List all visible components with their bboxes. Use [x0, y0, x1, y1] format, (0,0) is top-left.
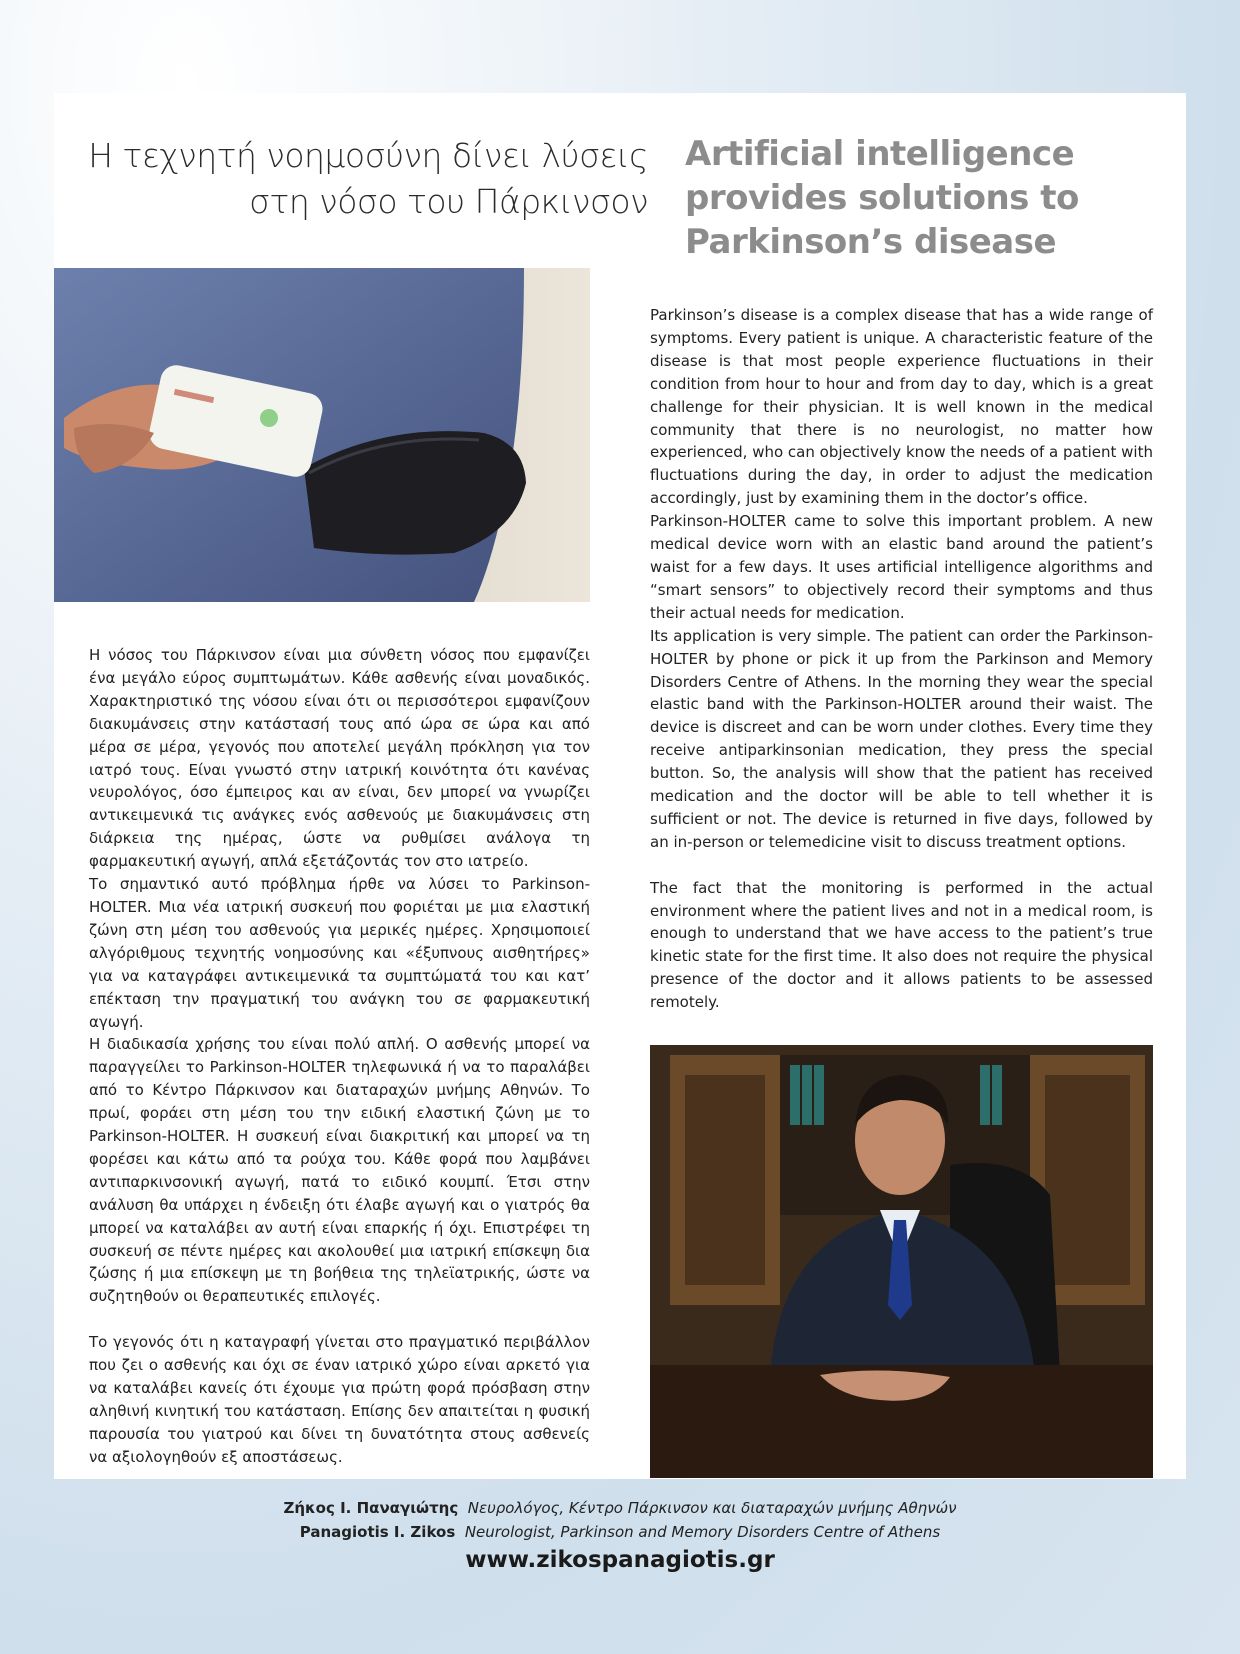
author-name-english: Panagiotis I. Zikos: [299, 1523, 456, 1541]
doctor-portrait-illustration: [650, 1045, 1153, 1478]
author-name-greek: Ζήκος Ι. Παναγιώτης: [283, 1499, 459, 1517]
device-photo-illustration: [54, 268, 590, 602]
article-title-greek: Η τεχνητή νοημοσύνη δίνει λύσεις στη νόσο του Πάρκινσον: [88, 136, 648, 221]
website-link[interactable]: www.zikospanagiotis.gr: [465, 1547, 775, 1573]
doctor-portrait-photo: [650, 1045, 1153, 1478]
greek-paragraph-2: Το σημαντικό αυτό πρόβλημα ήρθε να λύσει το Parkinson-HOLTER. Μια νέα ιατρική συσκευή που φοριέται με μια ελαστική ζώνη στη μέση του ασθενούς για μερικές ημέρες. Χρησιμοποιεί αλγόριθμους τεχνητής νοημοσύνης και «έξυπνους αισθητήρες» για να καταγράφει αντικειμενικά τα συμπτώματά του και κατ’ επέκταση την πραγματική του ανάγκη του σε φαρμακευτική αγωγή.: [89, 875, 590, 1031]
author-credit-greek: [0, 1499, 1240, 1517]
greek-paragraph-1: Η νόσος του Πάρκινσον είναι μια σύνθετη νόσος που εμφανίζει ένα μεγάλο εύρος συμπτωμάτων. Κάθε ασθενής είναι μοναδικός. Χαρακτηριστικό της νόσου είναι ότι οι περισσότεροι εμφανίζουν διακυμάνσεις στην κατάστασή τους από ώρα σε ώρα και από μέρα σε μέρα, γεγονός που αποτελεί μεγάλη πρόκληση για τον ιατρό τους. Είναι γνωστό στην ιατρική κοινότητα ότι κανένας νευρολόγος, όσο έμπειρος και αν είναι, δεν μπορεί να γνωρίζει αντικειμενικά τις ανάγκες ενός ασθενούς με διακυμάνσεις στη διάρκεια της ημέρας, ώστε να ρυθμίσει ανάλογα τη φαρμακευτική αγωγή, απλά εξετάζοντάς τον στο ιατρείο.: [89, 646, 590, 871]
article-body-greek: [89, 644, 590, 1469]
author-role-greek: Νευρολόγος, Κέντρο Πάρκινσον και διαταραχών μνήμης Αθηνών: [467, 1499, 957, 1517]
english-paragraph-2: Parkinson-HOLTER came to solve this important problem. A new medical device worn with an elastic band around the patient’s waist for a few days. It uses artificial intelligence algorithms and “smart sensors” to objectively record their symptoms and thus their actual needs for medication.: [650, 512, 1153, 622]
author-role-english: Neurologist, Parkinson and Memory Disorders Centre of Athens: [464, 1523, 941, 1541]
author-credit-english: [0, 1523, 1240, 1541]
greek-paragraph-3: Η διαδικασία χρήσης του είναι πολύ απλή. Ο ασθενής μπορεί να παραγγείλει το Parkinson-HOLTER τηλεφωνικά ή να το παραλάβει από το Κέντρο Πάρκινσον και διαταραχών μνήμης Αθηνών. Το πρωί, φοράει στη μέση του την ειδική ελαστική ζώνη με το Parkinson-HOLTER. Η συσκευή είναι διακριτική και μπορεί να τη φορέσει και κάτω από τα ρούχα του. Κάθε φορά που λαμβάνει αντιπαρκινσονική αγωγή, πατά το ειδικό κουμπί. Έτσι στην ανάλυση θα υπάρχει η ένδειξη ότι έλαβε αγωγή και ο γιατρός θα μπορεί να καταλάβει αν αυτή είναι επαρκής ή όχι. Επιστρέφει τη συσκευή σε πέντε ημέρες και ακολουθεί μια ιατρική επίσκεψη δια ζώσης ή μια επίσκεψη με τη βοήθεια της τηλεϊατρικής, ώστε να συζητηθούν οι θεραπευτικές επιλογές.: [89, 1035, 590, 1306]
english-paragraph-3: Its application is very simple. The patient can order the Parkinson-HOLTER by phone or pick it up from the Parkinson and Memory Disorders Centre of Athens. In the morning they wear the special elastic band with the Parkinson-HOLTER around their waist. The device is discreet and can be worn under clothes. Every time they receive antiparkinsonian medication, they press the special button. So, the analysis will show that the patient has received medication and the doctor will be able to tell whether it is sufficient or not. The device is returned in five days, followed by an in-person or telemedicine visit to discuss treatment options.: [650, 626, 1153, 851]
device-photo: [54, 268, 590, 602]
article-title-english: Artificial intelligence provides solutions to Parkinson’s disease: [685, 134, 1079, 262]
english-paragraph-1: Parkinson’s disease is a complex disease that has a wide range of symptoms. Every patient is unique. A characteristic feature of the disease is that most people experience fluctuations in their condition from hour to hour and from day to day, which is a great challenge for their physician. It is well known in the medical community that there is no neurologist, no matter how experienced, who can objectively know the needs of a patient with fluctuations during the day, in order to adjust the medication accordingly, just by examining them in the doctor’s office.: [650, 306, 1153, 508]
greek-paragraph-4: Το γεγονός ότι η καταγραφή γίνεται στο πραγματικό περιβάλλον που ζει ο ασθενής και όχι σε έναν ιατρικό χώρο είναι αρκετό για να καταλάβει κανείς ότι έχουμε για πρώτη φορά πρόσβαση στην αληθινή κινητική του κατάσταση. Επίσης δεν απαιτείται η φυσική παρουσία του γιατρού και δίνει τη δυνατότητα στους ασθενείς να αξιολογηθούν εξ αποστάσεως.: [89, 1333, 590, 1466]
article-body-english: [650, 304, 1153, 1014]
english-paragraph-4: The fact that the monitoring is performed in the actual environment where the patient lives and not in a medical room, is enough to understand that we have access to the patient’s true kinetic state for the first time. It also does not require the physical presence of the doctor and it allows patients to be assessed remotely.: [650, 878, 1153, 1012]
